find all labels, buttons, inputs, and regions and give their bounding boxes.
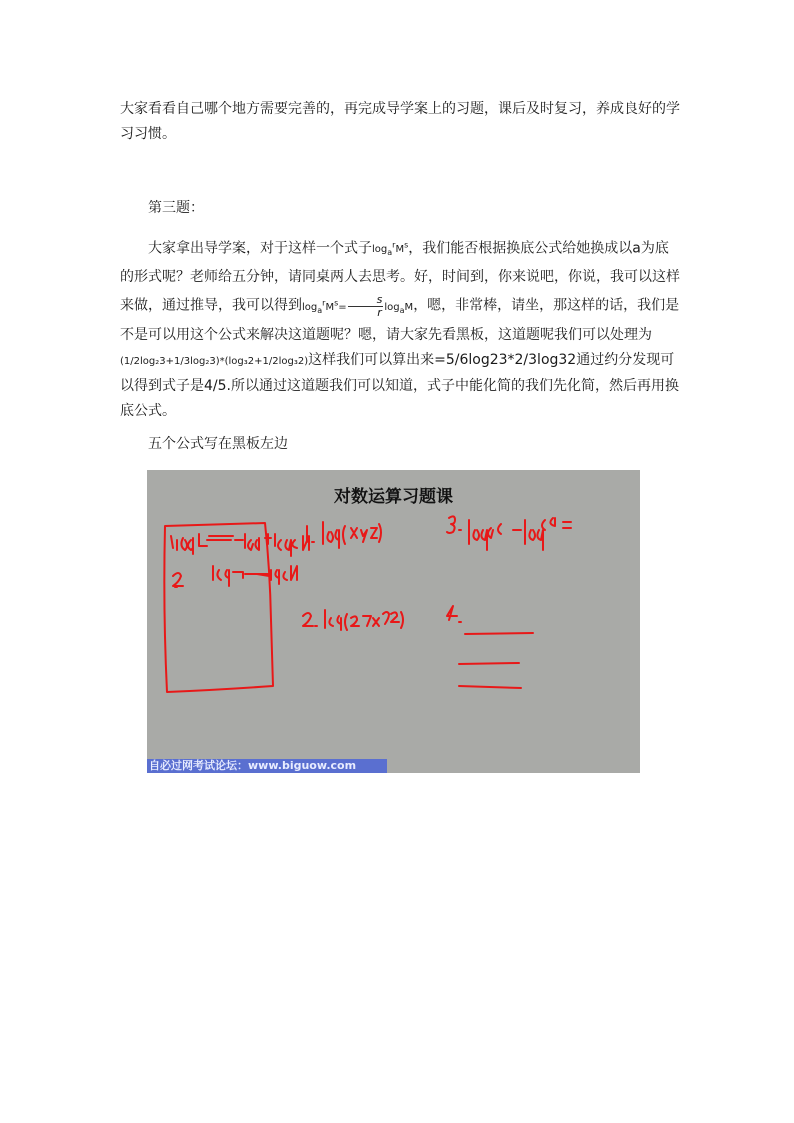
ink-answer-line-1 — [459, 663, 519, 664]
board-title: 对数运算习题课 — [334, 487, 453, 507]
formula-log-a-r-m-s: $\log_a^rM^s$ — [372, 241, 409, 258]
handwriting-ink — [147, 470, 640, 773]
ink-problem-1 — [307, 522, 381, 548]
blackboard-screenshot — [147, 470, 640, 773]
formula-change-of-base: $\log_a^rM^s=$ $\frac{s}{r}$ $\log_aM$ — [302, 293, 414, 320]
expression: (1/2log₂3+1/3log₂3)*(log₃2+1/2log₃2) — [120, 355, 309, 367]
paragraph-1: 大家看看自己哪个地方需要完善的，再完成导学案上的习题，课后及时复习，养成良好的学习习惯。 — [120, 101, 680, 142]
paragraph-2: 大家拿出导学案，对于这样一个式子$\log_a^rM^s$，我们能否根据换底公式给她换成以a为底的形式呢？老师给五分钟，请同桌两人去思考。好，时间到，你来说吧，你说，我可以这样来做，通过推导，我可以得到$\log_a^rM^s=$ $\frac{s}{r}$ $\log_aM$，嗯，非常棒，请坐，那这样的话，我们是不是可以用这个公式来解决这道题呢？嗯，请大家先看黑板，这道题呢我们可以处理为(1/2log₂3+1/3log₂3)*(log₃2+1/2log₃2)这样我们可以算出来=5/6log23*2/3log32通过约分发现可以得到式子是4/5.所以通过这道题我们可以知道，式子中能化简的我们先化简，然后再用换底公式。 — [120, 240, 680, 419]
caption: 五个公式写在黑板左边 — [148, 436, 288, 452]
section-heading: 第三题： — [148, 200, 204, 216]
ink-formula-1 — [171, 534, 309, 556]
ink-formula-2 — [173, 566, 297, 587]
ink-problem-4 — [447, 606, 533, 634]
ink-answer-line-2 — [459, 686, 521, 688]
ink-problem-3 — [447, 516, 571, 550]
watermark-banner: 自必过网考试论坛：www.biguow.com — [147, 759, 387, 773]
ink-problem-2 — [303, 610, 403, 630]
